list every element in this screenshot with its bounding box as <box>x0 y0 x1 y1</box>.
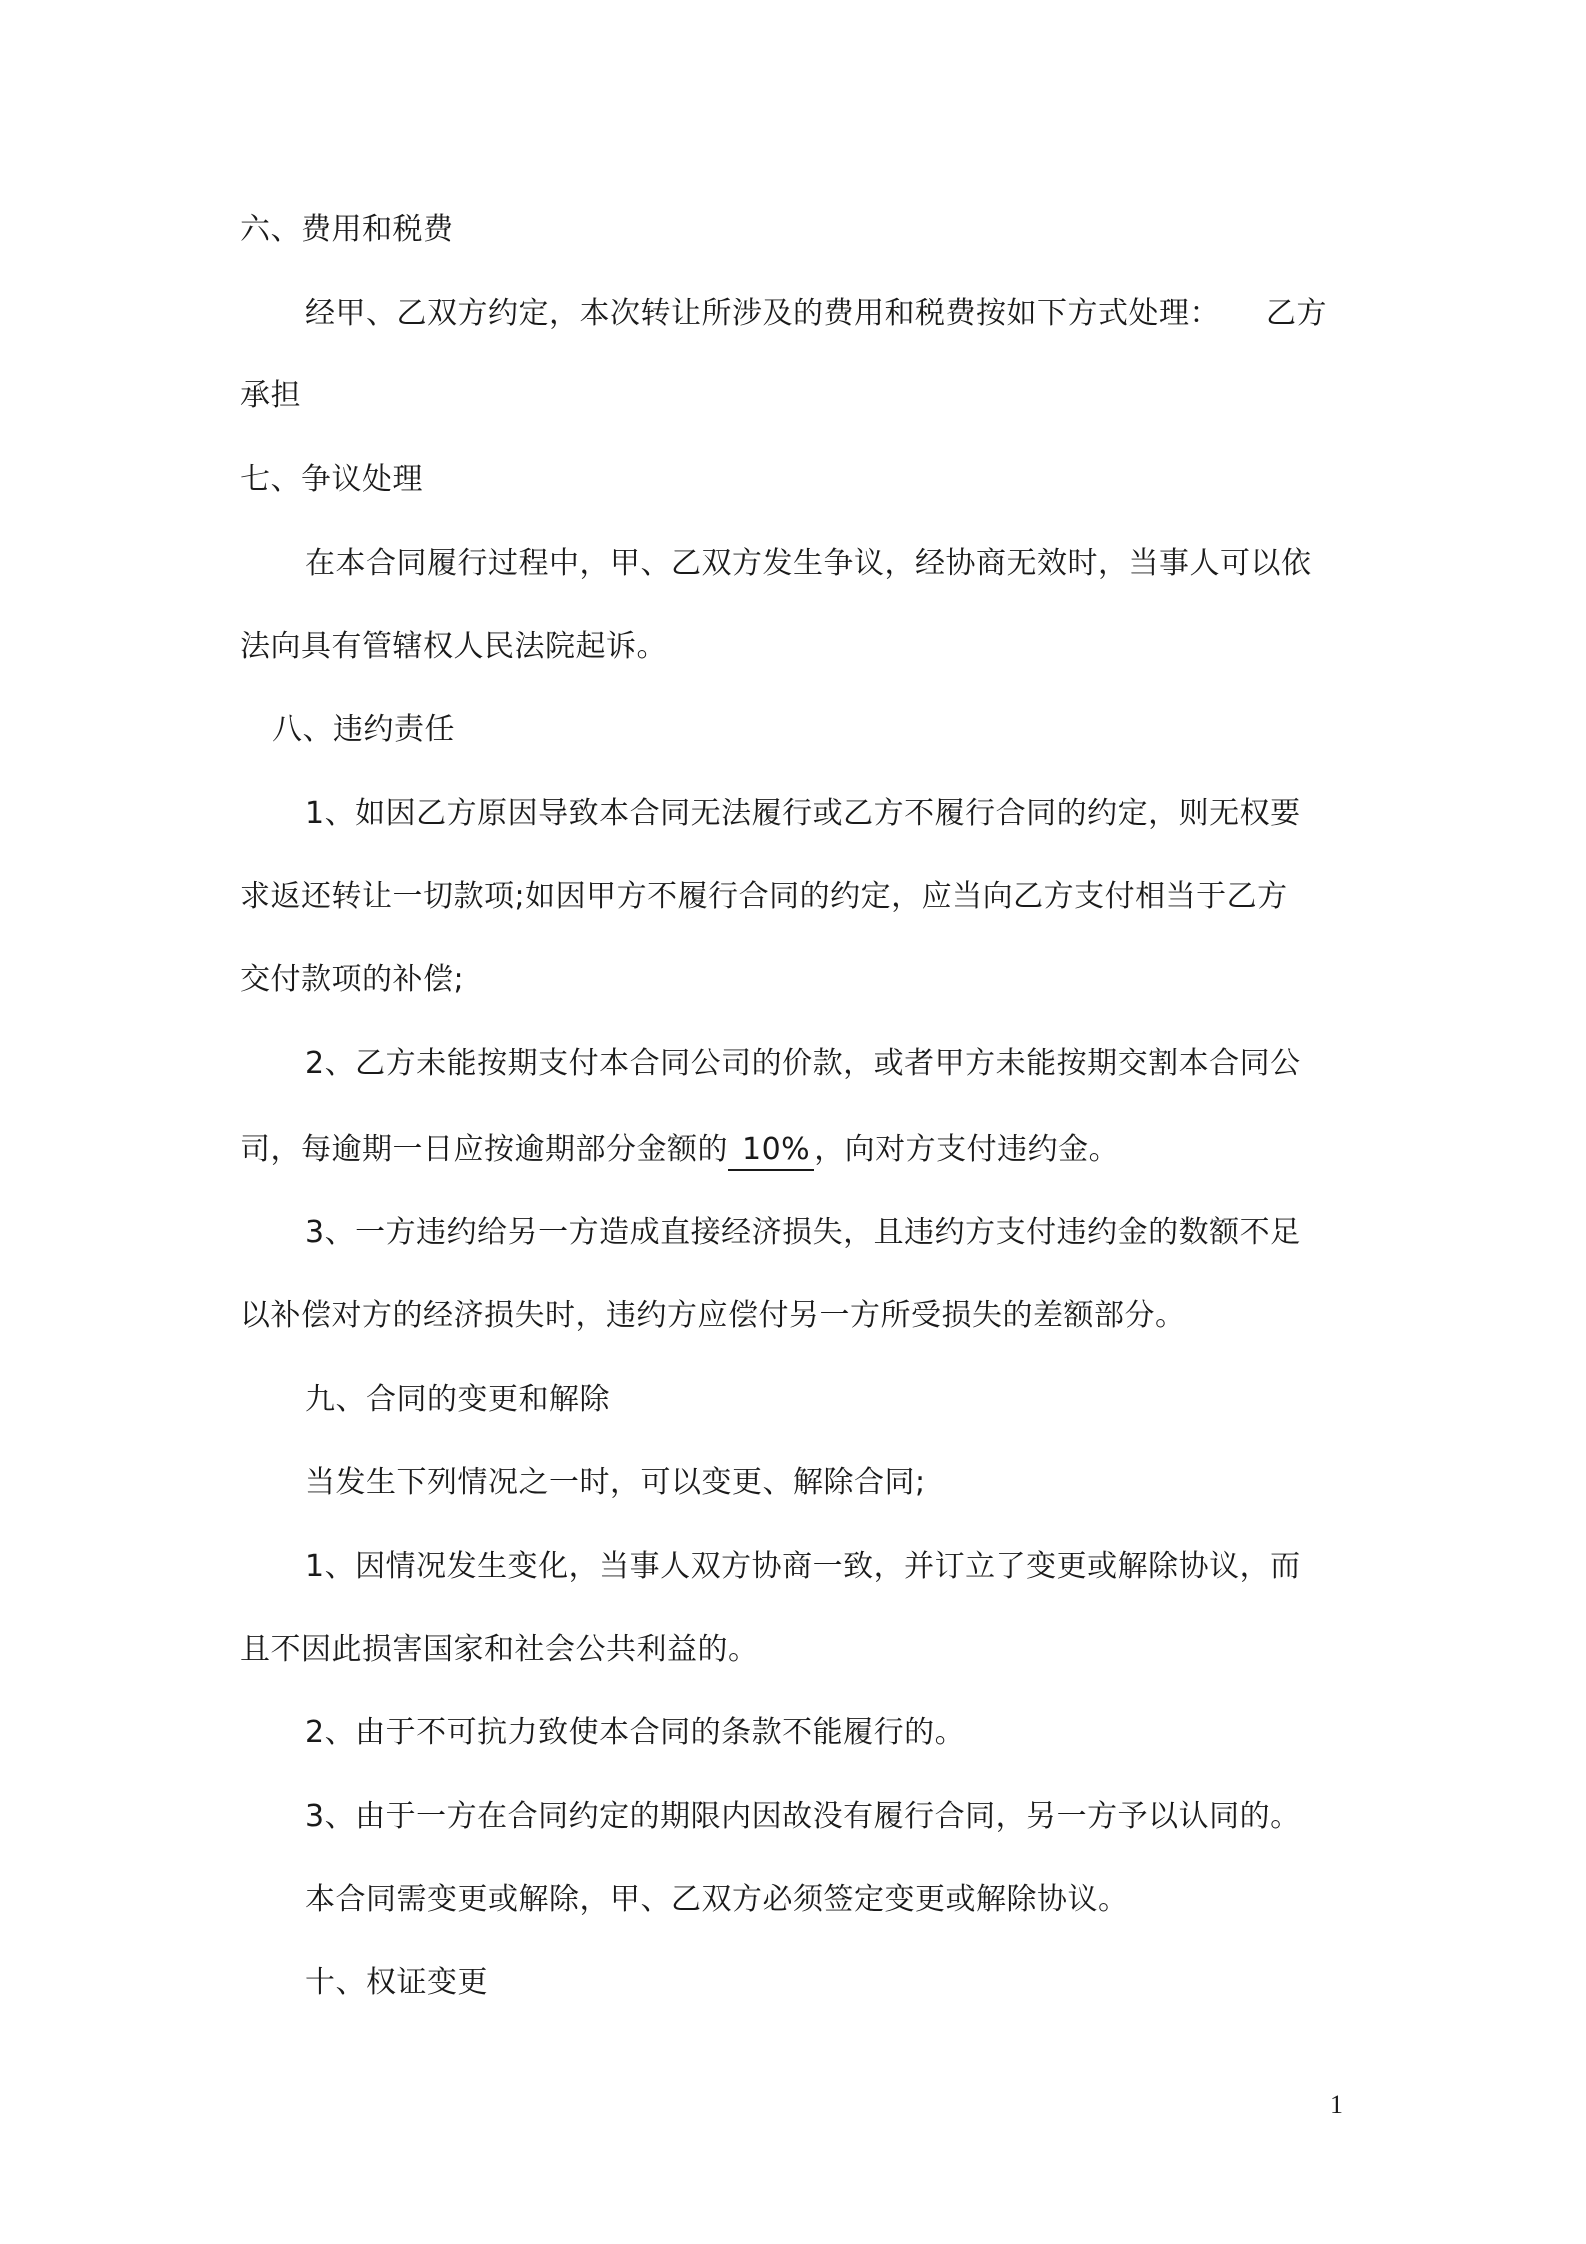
section-6-paragraph-text: 经甲、乙双方约定，本次转让所涉及的费用和税费按如下方式处理： <box>305 296 1220 331</box>
section-8-item-2-line-2 <box>240 1130 1119 1171</box>
section-8-item-1-line-1: 1、如因乙方原因导致本合同无法履行或乙方不履行合同的约定，则无权要 <box>305 796 1301 831</box>
section-9-heading: 九、合同的变更和解除 <box>305 1382 610 1417</box>
section-8-item-2-text-after: ，向对方支付违约金。 <box>814 1132 1120 1167</box>
section-8-item-1-line-2: 求返还转让一切款项;如因甲方不履行合同的约定，应当向乙方支付相当于乙方 <box>240 879 1288 914</box>
section-7-paragraph-line-1: 在本合同履行过程中，甲、乙双方发生争议，经协商无效时，当事人可以依 <box>305 546 1312 581</box>
section-8-item-2-text-before: 司，每逾期一日应按逾期部分金额的 <box>240 1132 728 1167</box>
penalty-rate-value: 10% <box>728 1133 814 1171</box>
section-6-fee-bearer: 乙方 <box>1266 296 1327 331</box>
section-9-item-1-line-1: 1、因情况发生变化，当事人双方协商一致，并订立了变更或解除协议，而 <box>305 1549 1301 1584</box>
section-8-item-3-line-1: 3、一方违约给另一方造成直接经济损失，且违约方支付违约金的数额不足 <box>305 1215 1301 1250</box>
section-8-item-1-line-3: 交付款项的补偿; <box>240 962 465 997</box>
section-8-item-3-line-2: 以补偿对方的经济损失时，违约方应偿付另一方所受损失的差额部分。 <box>240 1298 1186 1333</box>
section-7-paragraph-line-2: 法向具有管辖权人民法院起诉。 <box>240 629 667 664</box>
section-6-paragraph-line-2: 承担 <box>240 378 301 413</box>
section-9-closing: 本合同需变更或解除，甲、乙双方必须签定变更或解除协议。 <box>305 1882 1129 1917</box>
section-7-heading: 七、争议处理 <box>240 462 423 497</box>
section-9-item-3: 3、由于一方在合同约定的期限内因故没有履行合同，另一方予以认同的。 <box>305 1799 1301 1834</box>
page-number: 1 <box>1330 2090 1343 2119</box>
section-9-item-1-line-2: 且不因此损害国家和社会公共利益的。 <box>240 1632 759 1667</box>
section-9-item-2: 2、由于不可抗力致使本合同的条款不能履行的。 <box>305 1715 966 1750</box>
section-8-item-2-line-1: 2、乙方未能按期支付本合同公司的价款，或者甲方未能按期交割本合同公 <box>305 1046 1301 1081</box>
section-10-heading: 十、权证变更 <box>305 1965 488 2000</box>
section-9-intro: 当发生下列情况之一时，可以变更、解除合同; <box>305 1465 926 1500</box>
section-8-heading: 八、违约责任 <box>272 712 455 747</box>
section-6-paragraph-line-1 <box>305 294 1327 334</box>
section-6-heading: 六、费用和税费 <box>240 212 454 247</box>
